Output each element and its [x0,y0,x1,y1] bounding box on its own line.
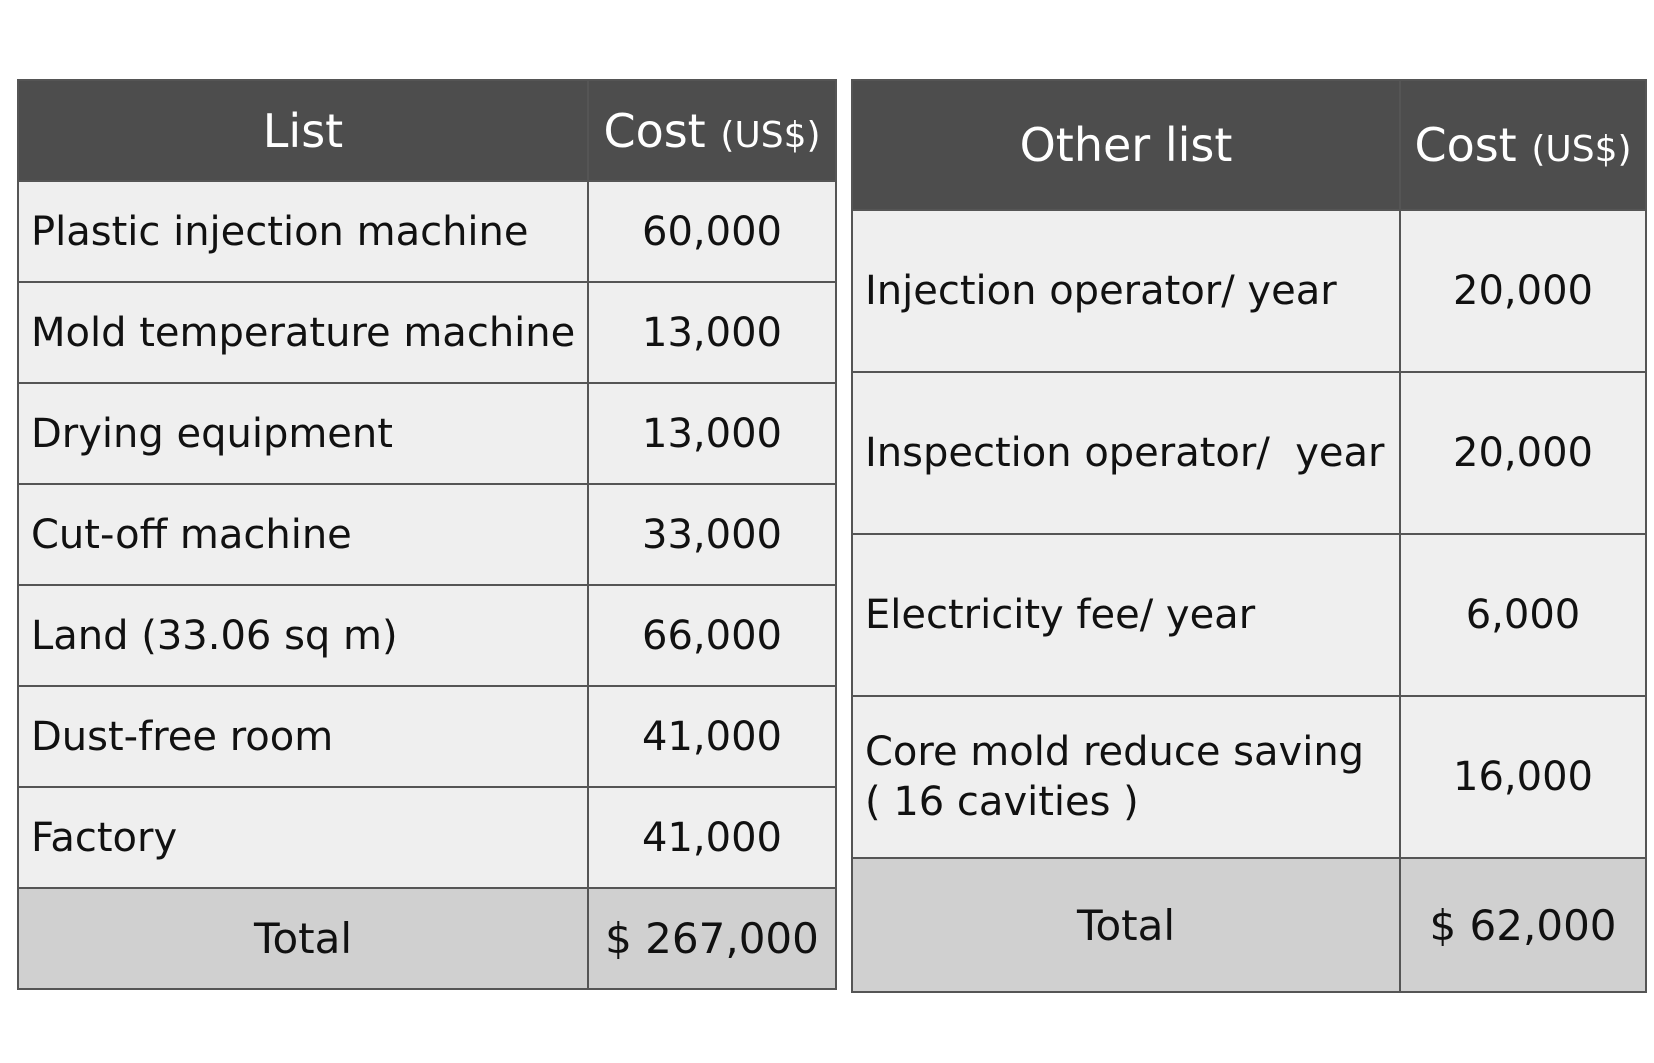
table-header-row [18,80,836,181]
total-row [852,858,1646,992]
table-row [18,787,836,888]
row-item: Dust-free room [18,686,588,787]
equipment-cost-table [17,79,837,990]
total-label: Total [852,858,1400,992]
total-label: Total [18,888,588,989]
cost-header-label: Cost [603,103,706,158]
cost-header-label: Cost [1414,118,1517,172]
row-cost: 16,000 [1400,696,1646,858]
table-row [18,383,836,484]
operating-cost-table [851,79,1647,993]
table-row [18,181,836,282]
table-header-row [852,80,1646,210]
row-item: Mold temperature machine [18,282,588,383]
row-cost: 66,000 [588,585,836,686]
row-item: Injection operator/ year [852,210,1400,372]
row-cost: 6,000 [1400,534,1646,696]
cost-header [588,80,836,181]
row-cost: 20,000 [1400,210,1646,372]
row-cost: 20,000 [1400,372,1646,534]
table-row [852,372,1646,534]
row-item-line: Core mold reduce saving [865,729,1365,775]
row-cost: 13,000 [588,282,836,383]
row-item: Cut-off machine [18,484,588,585]
total-value: $ 62,000 [1400,858,1646,992]
row-item [852,696,1400,858]
row-item: Electricity fee/ year [852,534,1400,696]
row-cost: 13,000 [588,383,836,484]
row-item-line: ( 16 cavities ) [865,779,1139,825]
other-list-header: Other list [852,80,1400,210]
table-row [18,585,836,686]
row-item: Drying equipment [18,383,588,484]
row-item: Factory [18,787,588,888]
row-item: Inspection operator/ year [852,372,1400,534]
cost-unit: (US$) [720,114,821,156]
table-row [852,534,1646,696]
row-cost: 60,000 [588,181,836,282]
list-header: List [18,80,588,181]
cost-header [1400,80,1646,210]
row-cost: 33,000 [588,484,836,585]
table-row [852,210,1646,372]
row-cost: 41,000 [588,686,836,787]
cost-unit: (US$) [1531,129,1632,170]
table-row [18,686,836,787]
row-cost: 41,000 [588,787,836,888]
total-row [18,888,836,989]
table-row [852,696,1646,858]
row-item: Plastic injection machine [18,181,588,282]
total-value: $ 267,000 [588,888,836,989]
table-row [18,282,836,383]
row-item: Land (33.06 sq m) [18,585,588,686]
table-row [18,484,836,585]
